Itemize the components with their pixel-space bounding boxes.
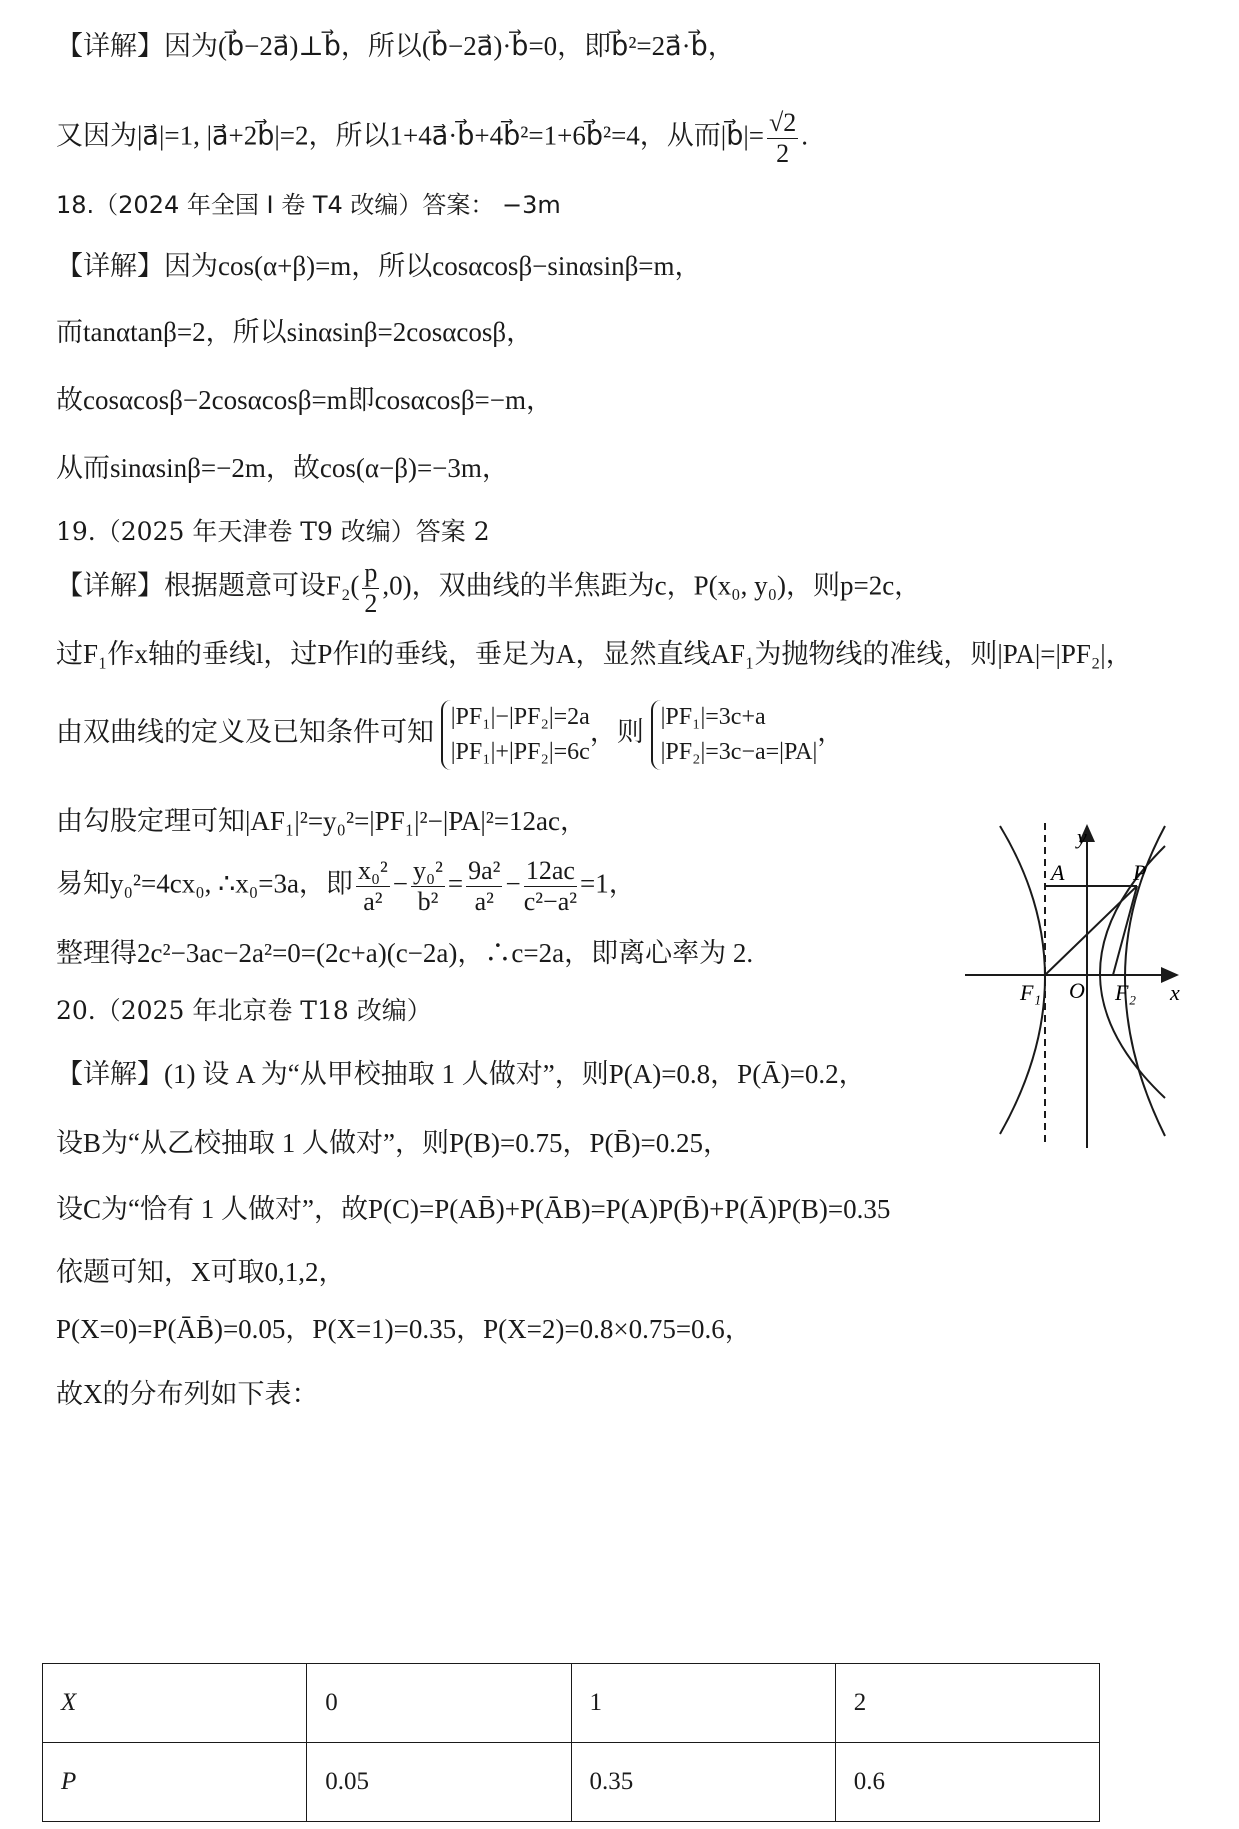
q19-line-4: 由勾股定理可知|AF₁|²=y₀²=|PF₁|²−|PA|²=12ac，	[56, 806, 588, 836]
q20-line-6: 故X的分布列如下表：	[56, 1379, 319, 1409]
table-cell: 2	[835, 1664, 1099, 1743]
table-cell: 1	[571, 1664, 835, 1743]
sqrt2-over-2-fraction	[767, 108, 798, 169]
q19-line-5-text: 易知y₀²=4cx₀, ∴x₀=3a，即	[56, 868, 353, 899]
label-y: y	[1077, 824, 1087, 849]
fraction-numerator: 9a²	[468, 856, 501, 885]
fraction-denominator: c²−a²	[523, 886, 578, 916]
line-vector-1: 【详解】因为(b⃗−2a⃗)⊥b⃗，所以(b⃗−2a⃗)·b⃗=0，即b⃗²=2a⃗·b⃗，	[56, 31, 735, 61]
q19-heading: 19.（2025 年天津卷 T9 改编）答案 2	[56, 517, 490, 546]
table-cell: 0.35	[571, 1743, 835, 1822]
minus-sign: −	[392, 868, 409, 899]
label-P: P	[1133, 860, 1147, 885]
system-2-eq-1: |PF₁|=3c+a	[660, 704, 766, 730]
q18-line-4: 从而sinαsinβ=−2m，故cos(α−β)=−3m，	[56, 453, 509, 483]
q19-line-5-end: =1，	[580, 868, 636, 899]
label-O: O	[1069, 978, 1085, 1003]
y0-over-b-fraction	[411, 856, 445, 917]
nine-a-fraction	[466, 856, 502, 917]
table-cell: 0	[307, 1664, 571, 1743]
label-F1: F₁	[1020, 980, 1042, 1005]
label-A: A	[1051, 860, 1065, 885]
p-over-2-fraction	[362, 558, 379, 619]
q18-line-2: 而tanαtanβ=2，所以sinαsinβ=2cosαcosβ，	[56, 317, 534, 347]
fraction-denominator: a²	[474, 886, 494, 916]
line-vector-2	[56, 108, 808, 169]
q19-line-1	[56, 558, 921, 619]
q20-line-1: 【详解】(1) 设 A 为“从甲校抽取 1 人做对”，则P(A)=0.8，P(Ā)=0.2，	[56, 1059, 866, 1089]
q20-heading: 20.（2025 年北京卷 T18 改编）	[56, 996, 432, 1025]
fraction-denominator: a²	[363, 886, 383, 916]
system-2-eq-2: |PF₂|=3c−a=|PA|	[660, 738, 818, 765]
q19-line-6: 整理得2c²−3ac−2a²=0=(2c+a)(c−2a)，∴c=2a，即离心率为 2.	[56, 938, 754, 968]
q19-line-3-end: ，	[817, 717, 845, 747]
q20-line-3: 设C为“恰有 1 人做对”，故P(C)=P(AB̄)+P(ĀB)=P(A)P(B̄)+P(Ā)P(B)=0.35	[56, 1194, 891, 1224]
fraction-denominator: 2	[364, 588, 378, 618]
fraction-denominator: 2	[776, 138, 790, 168]
table-row	[43, 1664, 1100, 1743]
q20-line-2: 设B为“从乙校抽取 1 人做对”，则P(B)=0.75，P(B̄)=0.25，	[56, 1128, 730, 1158]
equals-sign: =	[447, 868, 464, 899]
line-end-punct: .	[801, 120, 809, 151]
fraction-numerator: 12ac	[524, 856, 577, 887]
q19-line-3-text: 由双曲线的定义及已知条件可知	[56, 717, 434, 747]
label-x: x	[1170, 980, 1180, 1005]
table-cell: 0.05	[307, 1743, 571, 1822]
table-cell: X	[43, 1664, 307, 1743]
equation-system-2	[651, 700, 818, 770]
q19-line-1-rest: ,0)，双曲线的半焦距为c，P(x₀, y₀)，则p=2c，	[382, 570, 922, 601]
fraction-numerator: y₀²	[413, 856, 443, 885]
q18-heading: 18.（2024 年全国 I 卷 T4 改编）答案： −3m	[56, 191, 561, 219]
system-1-eq-2: |PF₁|+|PF₂|=6c	[450, 738, 590, 765]
q19-line-3	[56, 700, 844, 770]
x0-over-a-fraction	[356, 856, 390, 917]
table-cell: 0.6	[835, 1743, 1099, 1822]
segment-PF1	[1045, 886, 1137, 975]
table-row	[43, 1743, 1100, 1822]
line-vector-2-text: 又因为|a⃗|=1, |a⃗+2b⃗|=2，所以1+4a⃗·b⃗+4b⃗²=1+6b⃗²=4，从而|b⃗|=	[56, 120, 764, 151]
table-cell: P	[43, 1743, 307, 1822]
fraction-numerator: √2	[769, 108, 797, 137]
distribution-table	[42, 1663, 1100, 1822]
q20-line-5: P(X=0)=P(ĀB̄)=0.05，P(X=1)=0.35，P(X=2)=0.8×0.75=0.6，	[56, 1314, 752, 1344]
q19-line-5	[56, 856, 636, 917]
fraction-numerator: p	[364, 558, 378, 587]
q18-line-3: 故cosαcosβ−2cosαcosβ=m即cosαcosβ=−m，	[56, 385, 554, 415]
system-1-eq-1: |PF₁|−|PF₂|=2a	[450, 704, 590, 730]
q18-line-1: 【详解】因为cos(α+β)=m，所以cosαcosβ−sinαsinβ=m，	[56, 251, 702, 281]
fraction-denominator: b²	[417, 886, 439, 916]
minus-sign: −	[505, 868, 521, 899]
fraction-numerator: x₀²	[357, 856, 388, 885]
q19-line-3-mid: ，则	[589, 717, 644, 747]
q20-line-4: 依题可知，X可取0,1,2，	[56, 1257, 346, 1287]
q19-line-2: 过F₁作x轴的垂线l，过P作l的垂线，垂足为A，显然直线AF₁为抛物线的准线，则|PA|=|PF₂|，	[56, 639, 1133, 669]
hyperbola-parabola-figure	[965, 818, 1185, 1148]
equation-system-1	[441, 700, 590, 770]
q19-line-1-text: 【详解】根据题意可设F₂(	[56, 570, 360, 601]
twelve-ac-fraction	[524, 856, 577, 917]
label-F2: F₂	[1115, 980, 1137, 1005]
